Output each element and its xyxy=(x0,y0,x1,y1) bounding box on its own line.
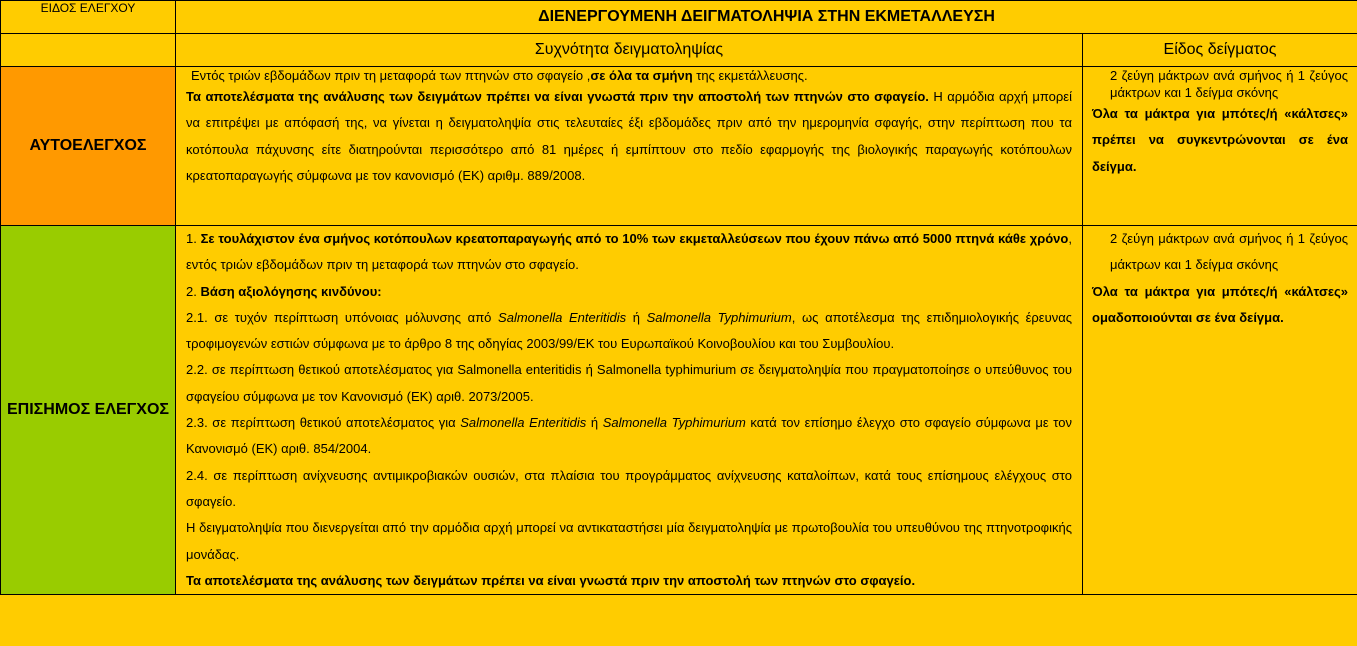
self-control-sample-pairs: 2 ζεύγη μάκτρων ανά σμήνος ή 1 ζεύγος μάκτρων και 1 δείγμα σκόνης xyxy=(1110,68,1348,100)
row-self-control-label: ΑΥΤΟΕΛΕΓΧΟΣ xyxy=(1,67,176,226)
row-self-control-frequency xyxy=(176,67,1083,226)
official-sample-pooling: Όλα τα μάκτρα για μπότες/ή «κάλτσες» ομαδοποιούνται σε ένα δείγμα. xyxy=(1092,283,1348,325)
official-point-2-3: 2.3. σε περίπτωση θετικού αποτελέσματος για Salmonella Enteritidis ή Salmonella Typhimurium κατά τον επίσημο έλεγχο στο σφαγείο σύμφωνα με τον Κανονισμό (ΕΚ) αριθ. 854/2004. xyxy=(186,415,1072,457)
header-main-title: ΔΙΕΝΕΡΓΟΥΜΕΝΗ ΔΕΙΓΜΑΤΟΛΗΨΙΑ ΣΤΗΝ ΕΚΜΕΤΑΛΛΕΥΣΗ xyxy=(176,1,1357,34)
official-point-2-2: 2.2. σε περίπτωση θετικού αποτελέσματος για Salmonella enteritidis ή Salmonella typhimurium σε δειγματοληψία που πραγματοποίησε ο υπεύθυνος του σφαγείου σύμφωνα με τον Κανονισμό (ΕΚ) αριθ. 2073/2005. xyxy=(186,362,1072,404)
header-sample-type: Είδος δείγματος xyxy=(1083,34,1357,67)
row-official-control-label: ΕΠΙΣΗΜΟΣ ΕΛΕΓΧΟΣ xyxy=(1,226,176,595)
row-official-control-sample xyxy=(1083,226,1357,595)
official-results-note: Τα αποτελέσματα της ανάλυσης των δειγμάτων πρέπει να είναι γνωστά πριν την αποστολή των πτηνών στο σφαγείο. xyxy=(186,572,916,588)
official-replacement-note: Η δειγματοληψία που διενεργείται από την αρμόδια αρχή μπορεί να αντικαταστήσει μία δειγματοληψία με πρωτοβουλία του υπευθύνου της πτηνοτροφικής μονάδας. xyxy=(186,520,1072,562)
self-control-results-note: Τα αποτελέσματα της ανάλυσης των δειγμάτων πρέπει να είναι γνωστά πριν την αποστολή των πτηνών στο σφαγείο. Η αρμόδια αρχή μπορεί να επιτρέψει με απόφασή της, να γίνεται η δειγματοληψία στις τελευταίες έξι εβδομάδες πριν από την ημερομηνία σφαγής, στην περίπτωση που τα κοτόπουλα πάχυνσης είτε διατηρούνται περισσότερο από 81 ημέρες ή εμπίπτουν στο πεδίο εφαρμογής της βιολογικής παραγωγής κοτόπουλων κρεατοπαραγωγής σύμφωνα με τον κανονισμό (ΕΚ) αριθμ. 889/2008. xyxy=(186,89,1072,183)
header-empty-cell xyxy=(1,34,176,67)
official-point-2-1: 2.1. σε τυχόν περίπτωση υπόνοιας μόλυνσης από Salmonella Enteritidis ή Salmonella Typhimurium, ως αποτέλεσμα της επιδημιολογικής έρευνας τροφιμογενών εστιών σύμφωνα με το άρθρο 8 της οδηγίας 2003/99/ΕΚ του Ευρωπαϊκού Κοινοβουλίου και του Συμβουλίου. xyxy=(186,309,1072,352)
official-point-1: 1. Σε τουλάχιστον ένα σμήνος κοτόπουλων κρεατοπαραγωγής από το 10% των εκμεταλλεύσεων που έχουν πάνω από 5000 πτηνά κάθε χρόνο, εντός τριών εβδομάδων πριν τη μεταφορά των πτηνών στο σφαγείο. xyxy=(186,231,1072,273)
official-point-2-4: 2.4. σε περίπτωση ανίχνευσης αντιμικροβιακών ουσιών, στα πλαίσια του προγράμματος ανίχνευσης καταλοίπων, κατά τους επίσημους ελέγχους στο σφαγείο. xyxy=(186,467,1072,509)
self-control-timing: Εντός τριών εβδομάδων πριν τη μεταφορά των πτηνών στο σφαγείο ,σε όλα τα σμήνη της εκμετάλλευσης. xyxy=(191,68,808,83)
self-control-sample-pooling: Όλα τα μάκτρα για μπότες/ή «κάλτσες» πρέπει να συγκεντρώνονται σε ένα δείγμα. xyxy=(1092,106,1348,174)
official-sample-pairs: 2 ζεύγη μάκτρων ανά σμήνος ή 1 ζεύγος μάκτρων και 1 δείγμα σκόνης xyxy=(1110,231,1348,273)
row-self-control-sample xyxy=(1083,67,1357,226)
row-official-control-frequency xyxy=(176,226,1083,595)
official-point-2: 2. Βάση αξιολόγησης κινδύνου: xyxy=(186,283,382,299)
header-frequency: Συχνότητα δειγματοληψίας xyxy=(176,34,1083,67)
header-control-type: ΕΙΔΟΣ ΕΛΕΓΧΟΥ xyxy=(1,1,176,34)
